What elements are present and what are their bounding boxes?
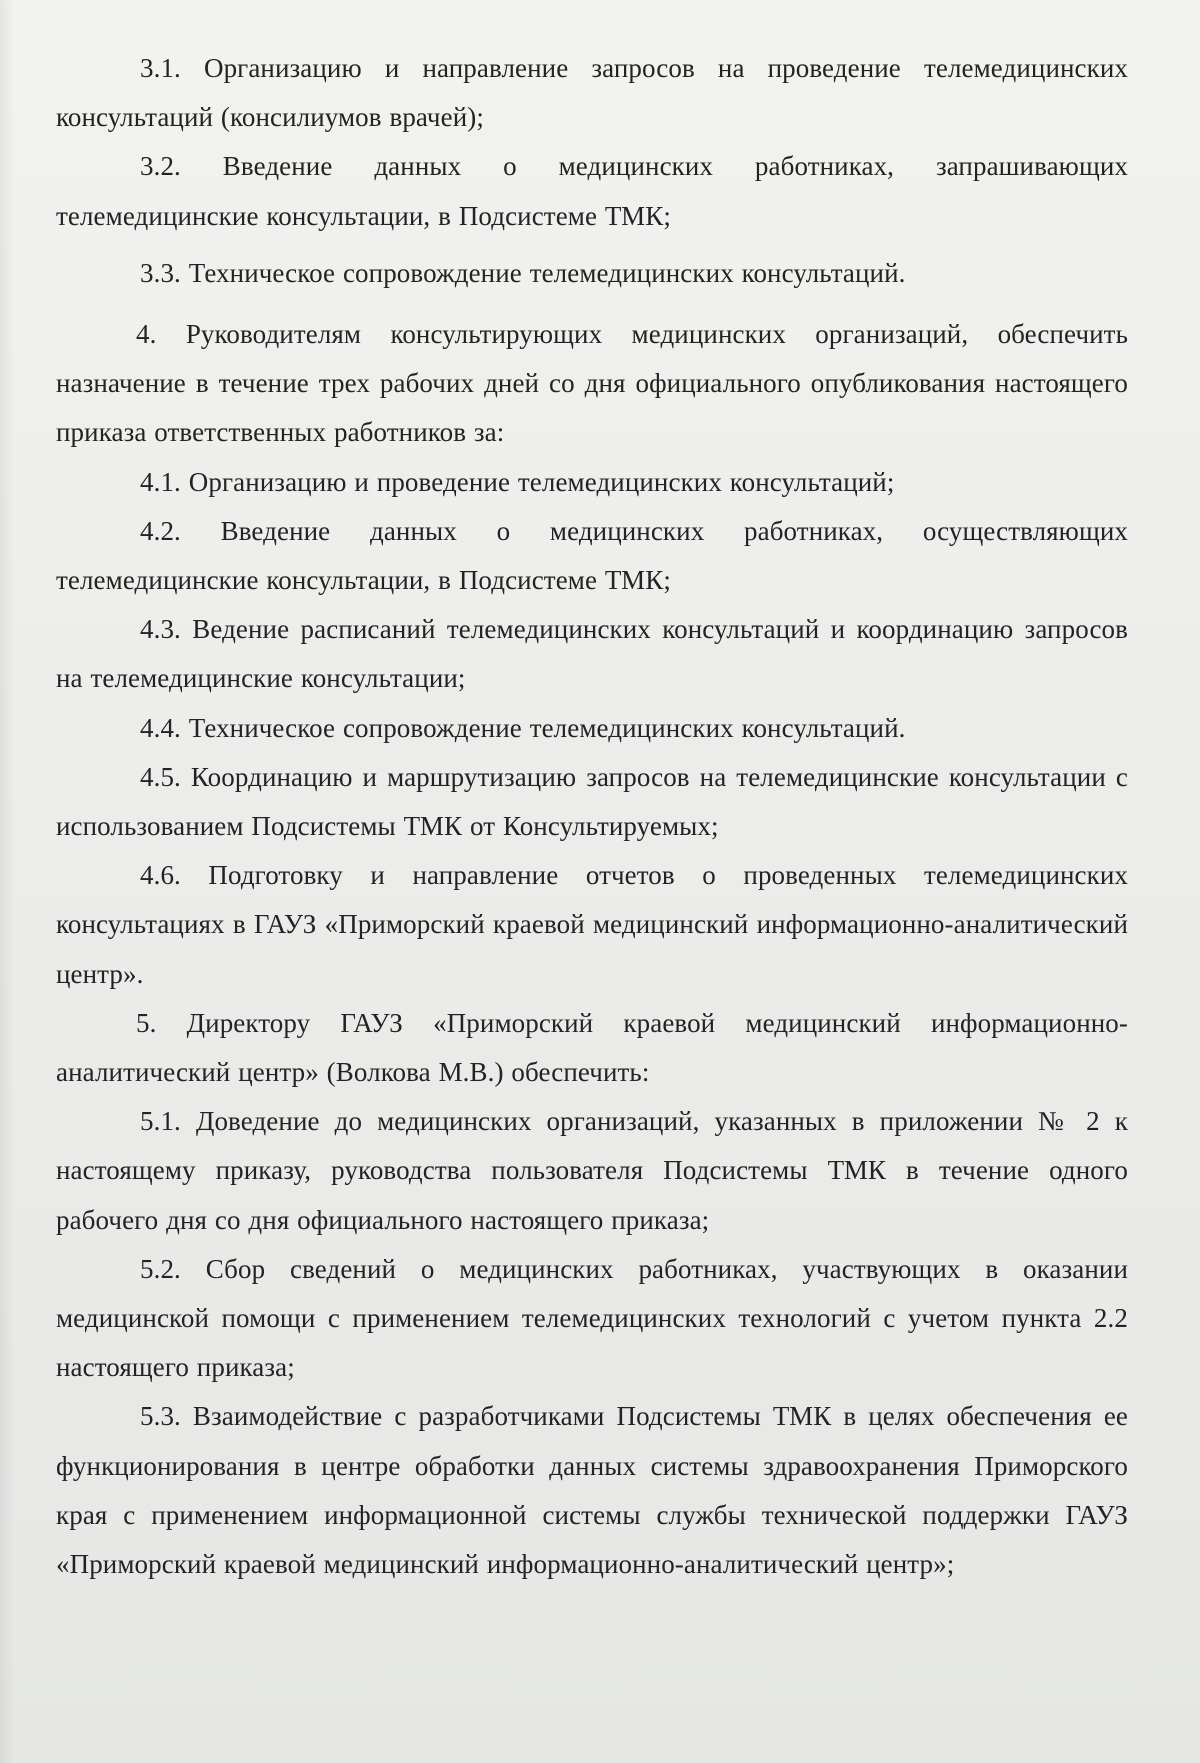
paragraph-5: 5. Директору ГАУЗ «Приморский краевой медицинский информационно-аналитический центр» (Волкова М.В.) обеспечить: [56, 1007, 1128, 1088]
document-body [56, 44, 1128, 1589]
paragraph-3-1: 3.1. Организацию и направление запросов на проведение телемедицинских консультаций (консилиумов врачей); [56, 53, 1128, 133]
paragraph-3-3: 3.3. Техническое сопровождение телемедицинских консультаций. [140, 257, 906, 288]
paragraph-5-3: 5.3. Взаимодействие с разработчиками Подсистемы ТМК в целях обеспечения ее функционирования в центре обработки данных системы здравоохранения Приморского края с применением информационной системы службы технической поддержки ГАУЗ «Приморский краевой медицинский информационно-аналитический центр»; [56, 1401, 1128, 1580]
paragraph-4-3: 4.3. Ведение расписаний телемедицинских консультаций и координацию запросов на телемедицинские консультации; [56, 614, 1128, 694]
paragraph-4-2: 4.2. Введение данных о медицинских работниках, осуществляющих телемедицинские консультации, в Подсистеме ТМК; [56, 515, 1128, 596]
paragraph-4-1: 4.1. Организацию и проведение телемедицинских консультаций; [140, 466, 895, 497]
page-edge-shadow [0, 0, 14, 1763]
paragraph-4-6: 4.6. Подготовку и направление отчетов о проведенных телемедицинских консультациях в ГАУЗ «Приморский краевой медицинский информационно-аналитический центр». [56, 860, 1128, 989]
paragraph-3-2: 3.2. Введение данных о медицинских работниках, запрашивающих телемедицинские консультации, в Подсистеме ТМК; [56, 151, 1128, 231]
paragraph-4-5: 4.5. Координацию и маршрутизацию запросов на телемедицинские консультации с использованием Подсистемы ТМК от Консультируемых; [56, 761, 1128, 842]
paragraph-5-1: 5.1. Доведение до медицинских организаций, указанных в приложении № 2 к настоящему приказу, руководства пользователя Подсистемы ТМК в течение одного рабочего дня со дня официального настоящего приказа; [56, 1106, 1128, 1235]
paragraph-4: 4. Руководителям консультирующих медицинских организаций, обеспечить назначение в течение трех рабочих дней со дня официального опубликования настоящего приказа ответственных работников за: [56, 319, 1128, 448]
paragraph-4-4: 4.4. Техническое сопровождение телемедицинских консультаций. [140, 712, 906, 743]
paragraph-5-2: 5.2. Сбор сведений о медицинских работниках, участвующих в оказании медицинской помощи с применением телемедицинских технологий с учетом пункта 2.2 настоящего приказа; [56, 1253, 1128, 1383]
